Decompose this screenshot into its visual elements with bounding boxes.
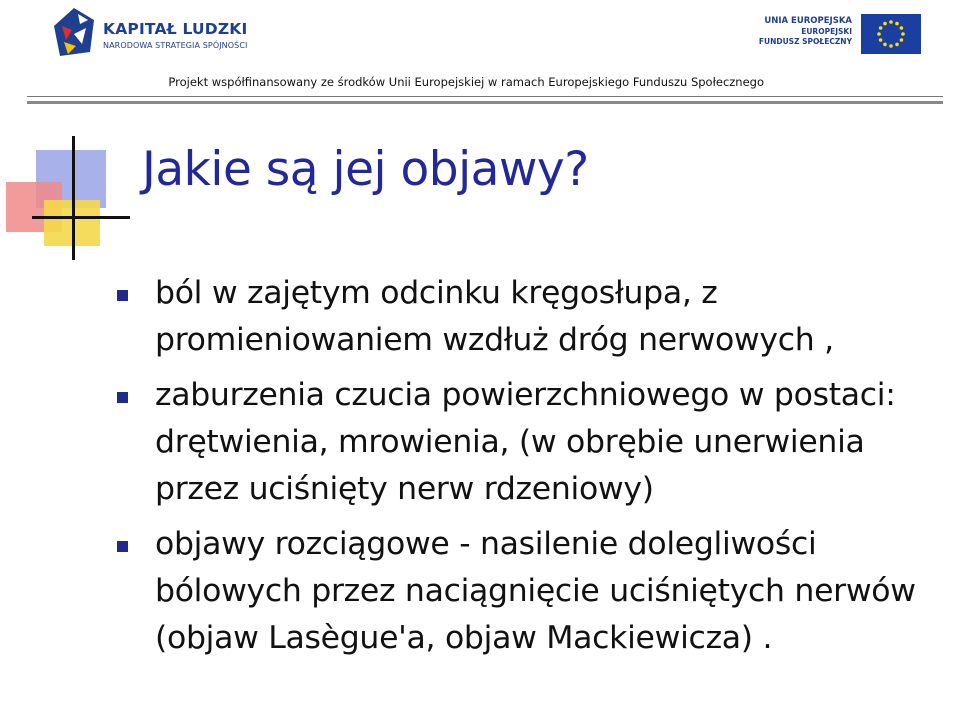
bullet-square-icon bbox=[117, 392, 128, 403]
bullet-text: zaburzenia czucia powierzchniowego w postaci: drętwienia, mrowienia, (w obrębie unerwienia przez uciśnięty nerw rdzeniowy) bbox=[155, 377, 896, 507]
header-divider-thick bbox=[27, 101, 943, 104]
kapital-ludzki-star-icon bbox=[52, 6, 96, 58]
eu-logo-line1: UNIA EUROPEJSKA bbox=[764, 16, 852, 26]
eu-logo bbox=[752, 12, 922, 56]
kapital-ludzki-logo bbox=[52, 6, 247, 64]
bullet-text: ból w zajętym odcinku kręgosłupa, z promieniowaniem wzdłuż dróg nerwowych , bbox=[155, 275, 834, 358]
eu-logo-line2: EUROPEJSKI bbox=[801, 27, 852, 36]
bullet-square-icon bbox=[117, 541, 128, 552]
bullet-item bbox=[117, 372, 937, 513]
kapital-ludzki-subtitle: NARODOWA STRATEGIA SPÓJNOŚCI bbox=[103, 41, 248, 50]
bullet-square-icon bbox=[117, 290, 128, 301]
header-divider-thin bbox=[27, 96, 943, 97]
bullet-text: objawy rozciągowe - nasilenie dolegliwości bólowych przez naciągnięcie uciśniętych nerwów (objaw Lasègue'a, objaw Mackiewicza) . bbox=[155, 526, 916, 656]
eu-logo-text bbox=[752, 16, 852, 47]
eu-logo-line3: FUNDUSZ SPOŁECZNY bbox=[758, 37, 852, 46]
slide-title: Jakie są jej objawy? bbox=[142, 142, 589, 197]
kapital-ludzki-title: KAPITAŁ LUDZKI bbox=[103, 20, 248, 38]
title-decoration-graphic bbox=[0, 130, 130, 260]
bullet-item bbox=[117, 521, 937, 662]
bullet-item bbox=[117, 270, 937, 364]
bullet-list bbox=[117, 270, 937, 670]
project-cofinancing-text: Projekt współfinansowany ze środków Unii Europejskiej w ramach Europejskiego Funduszu Społecznego bbox=[168, 75, 764, 89]
eu-flag-icon bbox=[861, 14, 921, 54]
